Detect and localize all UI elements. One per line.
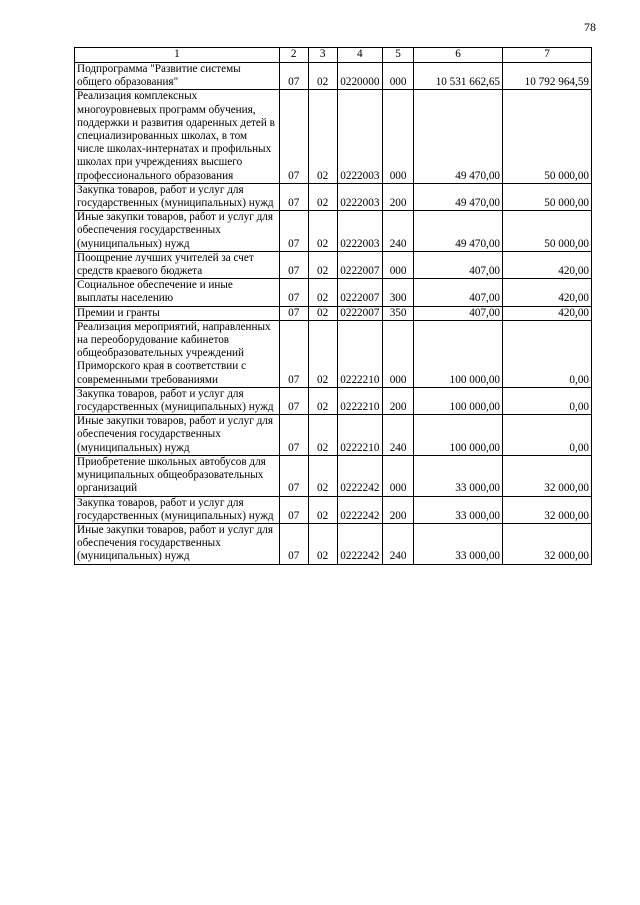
row-expense-type: 200 (383, 496, 414, 523)
table-row (75, 523, 592, 564)
row-name: Социальное обеспечение и иные выплаты населению (75, 279, 280, 306)
row-expense-type: 200 (383, 183, 414, 210)
column-header: 3 (308, 48, 337, 63)
row-amount-2: 420,00 (503, 306, 592, 320)
row-name: Реализация мероприятий, направленных на переоборудование кабинетов общеобразовательных учреждений Приморского края в соответствии с современными требованиями (75, 320, 280, 387)
table-row (75, 387, 592, 414)
row-expense-type: 200 (383, 387, 414, 414)
row-amount-1: 49 470,00 (414, 90, 503, 183)
row-name: Иные закупки товаров, работ и услуг для обеспечения государственных (муниципальных) нужд (75, 523, 280, 564)
row-expense-type: 240 (383, 415, 414, 456)
row-amount-1: 100 000,00 (414, 320, 503, 387)
table-row (75, 415, 592, 456)
row-expense-type: 240 (383, 523, 414, 564)
row-target-code: 0222242 (337, 496, 382, 523)
row-amount-2: 0,00 (503, 320, 592, 387)
row-amount-1: 49 470,00 (414, 183, 503, 210)
header-row (75, 48, 592, 63)
row-subsection: 02 (308, 211, 337, 252)
row-target-code: 0222242 (337, 523, 382, 564)
row-name: Реализация комплексных многоуровневых программ обучения, поддержки и развития одаренных детей в специализированных школах, в том числе школах-интернатах и профильных школах при учреждениях высшего профессионального образования (75, 90, 280, 183)
row-section: 07 (279, 251, 308, 278)
row-target-code: 0222210 (337, 320, 382, 387)
row-subsection: 02 (308, 320, 337, 387)
row-amount-1: 33 000,00 (414, 523, 503, 564)
row-amount-1: 407,00 (414, 306, 503, 320)
table-row (75, 90, 592, 183)
row-section: 07 (279, 523, 308, 564)
row-target-code: 0222210 (337, 415, 382, 456)
row-section: 07 (279, 63, 308, 90)
row-target-code: 0222003 (337, 183, 382, 210)
row-amount-1: 10 531 662,65 (414, 63, 503, 90)
row-amount-2: 50 000,00 (503, 211, 592, 252)
column-header: 7 (503, 48, 592, 63)
column-header: 5 (383, 48, 414, 63)
row-name: Подпрограмма "Развитие системы общего образования" (75, 63, 280, 90)
row-amount-1: 100 000,00 (414, 387, 503, 414)
row-section: 07 (279, 306, 308, 320)
row-expense-type: 000 (383, 90, 414, 183)
row-subsection: 02 (308, 251, 337, 278)
row-amount-1: 407,00 (414, 251, 503, 278)
row-expense-type: 300 (383, 279, 414, 306)
row-target-code: 0222210 (337, 387, 382, 414)
table-row (75, 63, 592, 90)
table-row (75, 279, 592, 306)
row-target-code: 0222003 (337, 211, 382, 252)
column-header: 4 (337, 48, 382, 63)
row-amount-1: 100 000,00 (414, 415, 503, 456)
row-name: Иные закупки товаров, работ и услуг для обеспечения государственных (муниципальных) нужд (75, 211, 280, 252)
row-subsection: 02 (308, 455, 337, 496)
row-amount-2: 420,00 (503, 251, 592, 278)
row-name: Приобретение школьных автобусов для муниципальных общеобразовательных организаций (75, 455, 280, 496)
row-section: 07 (279, 387, 308, 414)
row-name: Иные закупки товаров, работ и услуг для обеспечения государственных (муниципальных) нужд (75, 415, 280, 456)
table-row (75, 211, 592, 252)
row-expense-type: 000 (383, 251, 414, 278)
row-amount-2: 50 000,00 (503, 90, 592, 183)
row-section: 07 (279, 496, 308, 523)
row-target-code: 0222007 (337, 251, 382, 278)
row-amount-1: 49 470,00 (414, 211, 503, 252)
row-name: Закупка товаров, работ и услуг для государственных (муниципальных) нужд (75, 496, 280, 523)
row-expense-type: 000 (383, 320, 414, 387)
row-section: 07 (279, 320, 308, 387)
row-name: Закупка товаров, работ и услуг для государственных (муниципальных) нужд (75, 387, 280, 414)
row-subsection: 02 (308, 496, 337, 523)
row-amount-1: 33 000,00 (414, 455, 503, 496)
table-row (75, 496, 592, 523)
row-target-code: 0222007 (337, 279, 382, 306)
row-amount-2: 32 000,00 (503, 523, 592, 564)
table-row (75, 306, 592, 320)
row-section: 07 (279, 183, 308, 210)
row-subsection: 02 (308, 183, 337, 210)
budget-table (74, 47, 592, 565)
row-name: Закупка товаров, работ и услуг для государственных (муниципальных) нужд (75, 183, 280, 210)
row-name: Премии и гранты (75, 306, 280, 320)
table-row (75, 251, 592, 278)
row-subsection: 02 (308, 306, 337, 320)
table-row (75, 455, 592, 496)
row-amount-2: 10 792 964,59 (503, 63, 592, 90)
row-expense-type: 350 (383, 306, 414, 320)
row-subsection: 02 (308, 63, 337, 90)
row-expense-type: 000 (383, 455, 414, 496)
row-amount-1: 33 000,00 (414, 496, 503, 523)
row-name: Поощрение лучших учителей за счет средств краевого бюджета (75, 251, 280, 278)
row-amount-2: 32 000,00 (503, 496, 592, 523)
row-amount-2: 32 000,00 (503, 455, 592, 496)
row-subsection: 02 (308, 279, 337, 306)
column-header: 2 (279, 48, 308, 63)
table-row (75, 320, 592, 387)
row-section: 07 (279, 211, 308, 252)
row-amount-2: 50 000,00 (503, 183, 592, 210)
row-subsection: 02 (308, 415, 337, 456)
row-amount-2: 420,00 (503, 279, 592, 306)
row-subsection: 02 (308, 387, 337, 414)
row-target-code: 0222007 (337, 306, 382, 320)
row-section: 07 (279, 90, 308, 183)
column-header: 1 (75, 48, 280, 63)
row-section: 07 (279, 415, 308, 456)
row-target-code: 0222003 (337, 90, 382, 183)
table-row (75, 183, 592, 210)
row-amount-2: 0,00 (503, 387, 592, 414)
column-header: 6 (414, 48, 503, 63)
row-amount-1: 407,00 (414, 279, 503, 306)
row-subsection: 02 (308, 90, 337, 183)
row-expense-type: 000 (383, 63, 414, 90)
row-target-code: 0222242 (337, 455, 382, 496)
row-subsection: 02 (308, 523, 337, 564)
row-section: 07 (279, 455, 308, 496)
row-target-code: 0220000 (337, 63, 382, 90)
row-amount-2: 0,00 (503, 415, 592, 456)
row-expense-type: 240 (383, 211, 414, 252)
row-section: 07 (279, 279, 308, 306)
page-number: 78 (584, 20, 596, 34)
